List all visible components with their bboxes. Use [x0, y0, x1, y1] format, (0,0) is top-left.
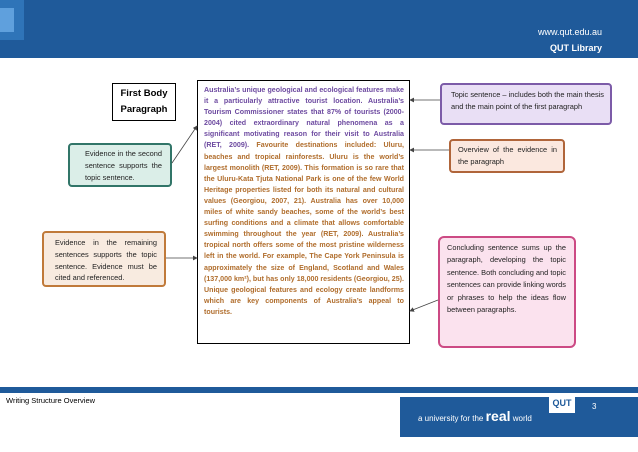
topic-sentence: Australia’s unique geological and ecological features make it a particularly attractive tourist location.: [204, 86, 404, 106]
footer-title: Writing Structure Overview: [6, 396, 96, 405]
qut-logo: QUT: [549, 393, 575, 413]
concluding-sentence: Unique geological features and ecology create landforms which are key components of Australia’s appeal to tourists.: [204, 285, 404, 316]
callout-evidence-remaining: Evidence in the remaining sentences supports the topic sentence. Evidence must be cited and referenced.: [42, 231, 166, 287]
page-number: 3: [592, 402, 597, 411]
header-library: QUT Library: [549, 43, 602, 53]
callout-concluding-sentence: Concluding sentence sums up the paragraph, developing the topic sentence. Both concluding and topic sentences can provide linking words or phrases to help the ideas flow between paragraphs.: [438, 236, 576, 348]
callout-overview: Overview of the evidence in the paragraph: [449, 139, 565, 173]
footer-rule: [0, 387, 638, 393]
footer-tagline: [418, 408, 532, 424]
label-line-1: First Body: [120, 88, 168, 99]
tagline-post: world: [512, 414, 532, 423]
tagline-real: real: [485, 408, 511, 424]
footer-bar: [0, 387, 638, 452]
callout-topic-sentence: Topic sentence – includes both the main thesis and the main point of the first paragraph: [440, 83, 612, 125]
evidence-second-sentence: Australia’s Tourism Commissioner states that 87% of tourists (2000-2004) cited extraordinary natural phenomena as a significant motivating reason for their visit to Australia (RET, 2009).: [204, 97, 404, 150]
evidence-remaining-sentences: Favourite destinations included: Uluru, beaches and tropical rainforests. Uluru is the world’s largest monolith (RET, 2009). This formation is so rare that the Uluru-Kata Tjuta National Park is one of the few World Heritage properties listed for both its natural and cultural values (Georgiou, 2007, 21). Australia has over 10,000 miles of white sandy beaches, some of the world’s best surfing conditions and a climate that allows comfortable swimming throughout the year (RET, 2009). Australia’s tropical north offers some of the most pristine wilderness left in the world. For example, The Cape York Peninsula is approximately the size of England, Scotland and Wales (137,000 km²), but has only 18,000 residents (Georgiou, 25).: [204, 141, 404, 283]
arrow-evidence-second: [172, 126, 197, 163]
callout-evidence-second: Evidence in the second sentence supports the topic sentence.: [68, 143, 172, 187]
label-line-2: Paragraph: [120, 104, 168, 115]
header-url[interactable]: www.qut.edu.au: [537, 27, 602, 37]
arrow-concluding: [410, 300, 438, 311]
tagline-pre: a university for the: [418, 414, 484, 423]
